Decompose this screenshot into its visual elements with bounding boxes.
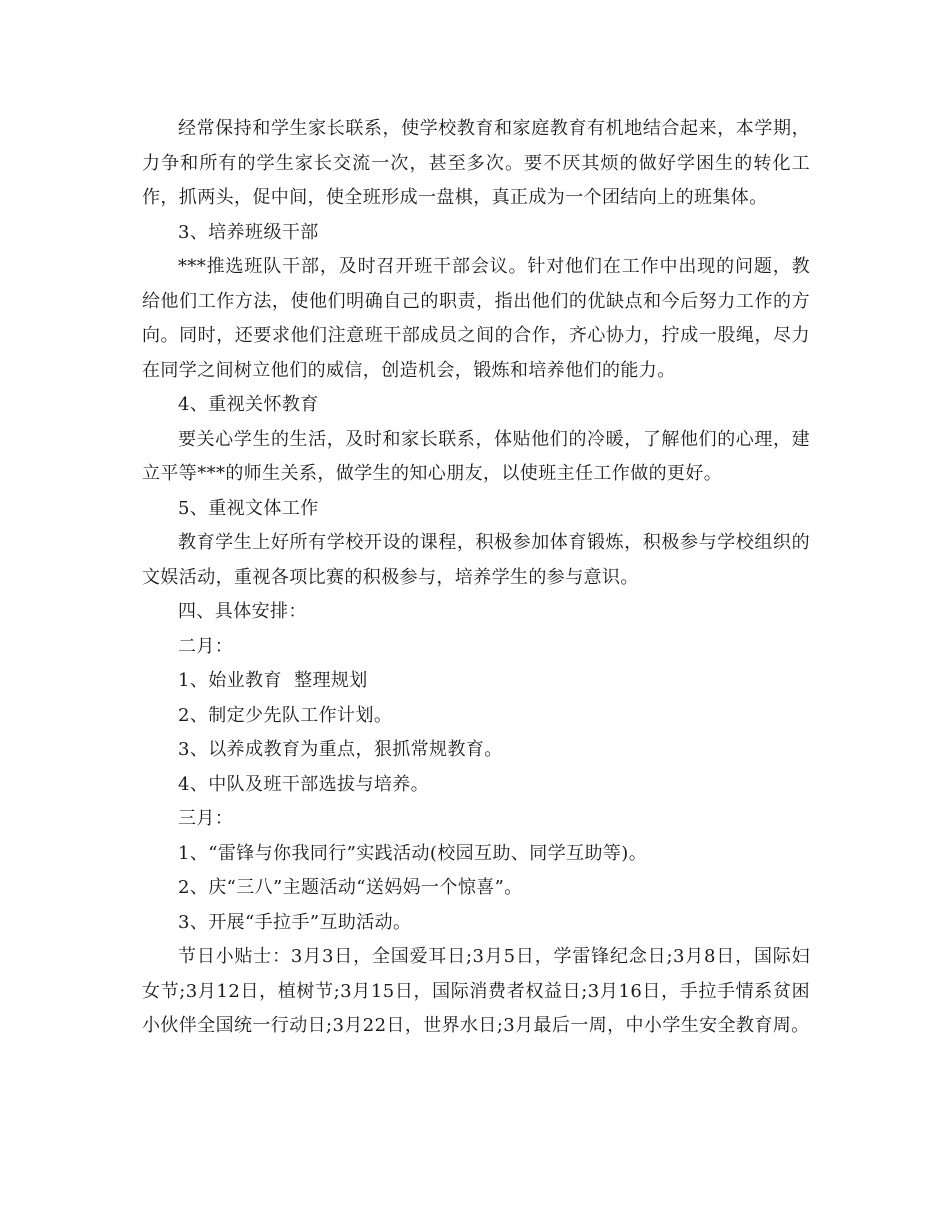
list-item-feb-2: 2、制定少先队工作计划。 [178,704,393,726]
heading-culture-sports: 5、重视文体工作 [178,497,319,519]
list-item-feb-4: 4、中队及班干部选拔与培养。 [178,773,430,795]
list-item-feb-3: 3、以养成教育为重点，狠抓常规教育。 [178,739,503,760]
paragraph-class-cadres: ***推选班队干部，及时召开班干部会议。针对他们在工作中出现的问题，教给他们工作方法，使他们明确自己的职责，指出他们的优缺点和今后努力工作的方向。同时，还要求他们注意班干部成员之间的合作，齐心协力，拧成一股绳，尽力在同学之间树立他们的威信，创造机会，锻炼和培养他们的能力。 [142,256,810,381]
heading-care-education: 4、重视关怀教育 [178,394,319,415]
document-body [142,112,810,1044]
paragraph-parent-contact: 经常保持和学生家长联系，使学校教育和家庭教育有机地结合起来，本学期，力争和所有的学生家长交流一次，甚至多次。要不厌其烦的做好学困生的转化工作，抓两头，促中间，使全班形成一盘棋，真正成为一个团结向上的班集体。 [142,118,810,208]
heading-february: 二月： [178,635,234,657]
heading-specific-arrangements: 四、具体安排： [178,601,307,622]
heading-train-class-cadres: 3、培养班级干部 [178,221,319,243]
heading-march: 三月： [178,808,234,829]
list-item-feb-1: 1、始业教育 整理规划 [178,670,368,691]
paragraph-holiday-tips: 节日小贴士：3月3日，全国爱耳日;3月5日，学雷锋纪念日;3月8日，国际妇女节;3月12日，植树节;3月15日，国际消费者权益日;3月16日，手拉手情系贫困小伙伴全国统一行动日;3月22日，世界水日;3月最后一周，中小学生安全教育周。 [142,946,810,1036]
paragraph-care-education: 要关心学生的生活，及时和家长联系，体贴他们的冷暖，了解他们的心理，建立平等***的师生关系，做学生的知心朋友，以使班主任工作做的更好。 [142,428,810,484]
paragraph-culture-sports: 教育学生上好所有学校开设的课程，积极参加体育锻炼，积极参与学校组织的文娱活动，重视各项比赛的积极参与，培养学生的参与意识。 [142,532,810,588]
list-item-mar-2: 2、庆“三八”主题活动“送妈妈一个惊喜”。 [178,877,523,898]
list-item-mar-1: 1、“雷锋与你我同行”实践活动(校园互助、同学互助等)。 [178,842,648,864]
list-item-mar-3: 3、开展“手拉手”互助活动。 [178,911,412,933]
